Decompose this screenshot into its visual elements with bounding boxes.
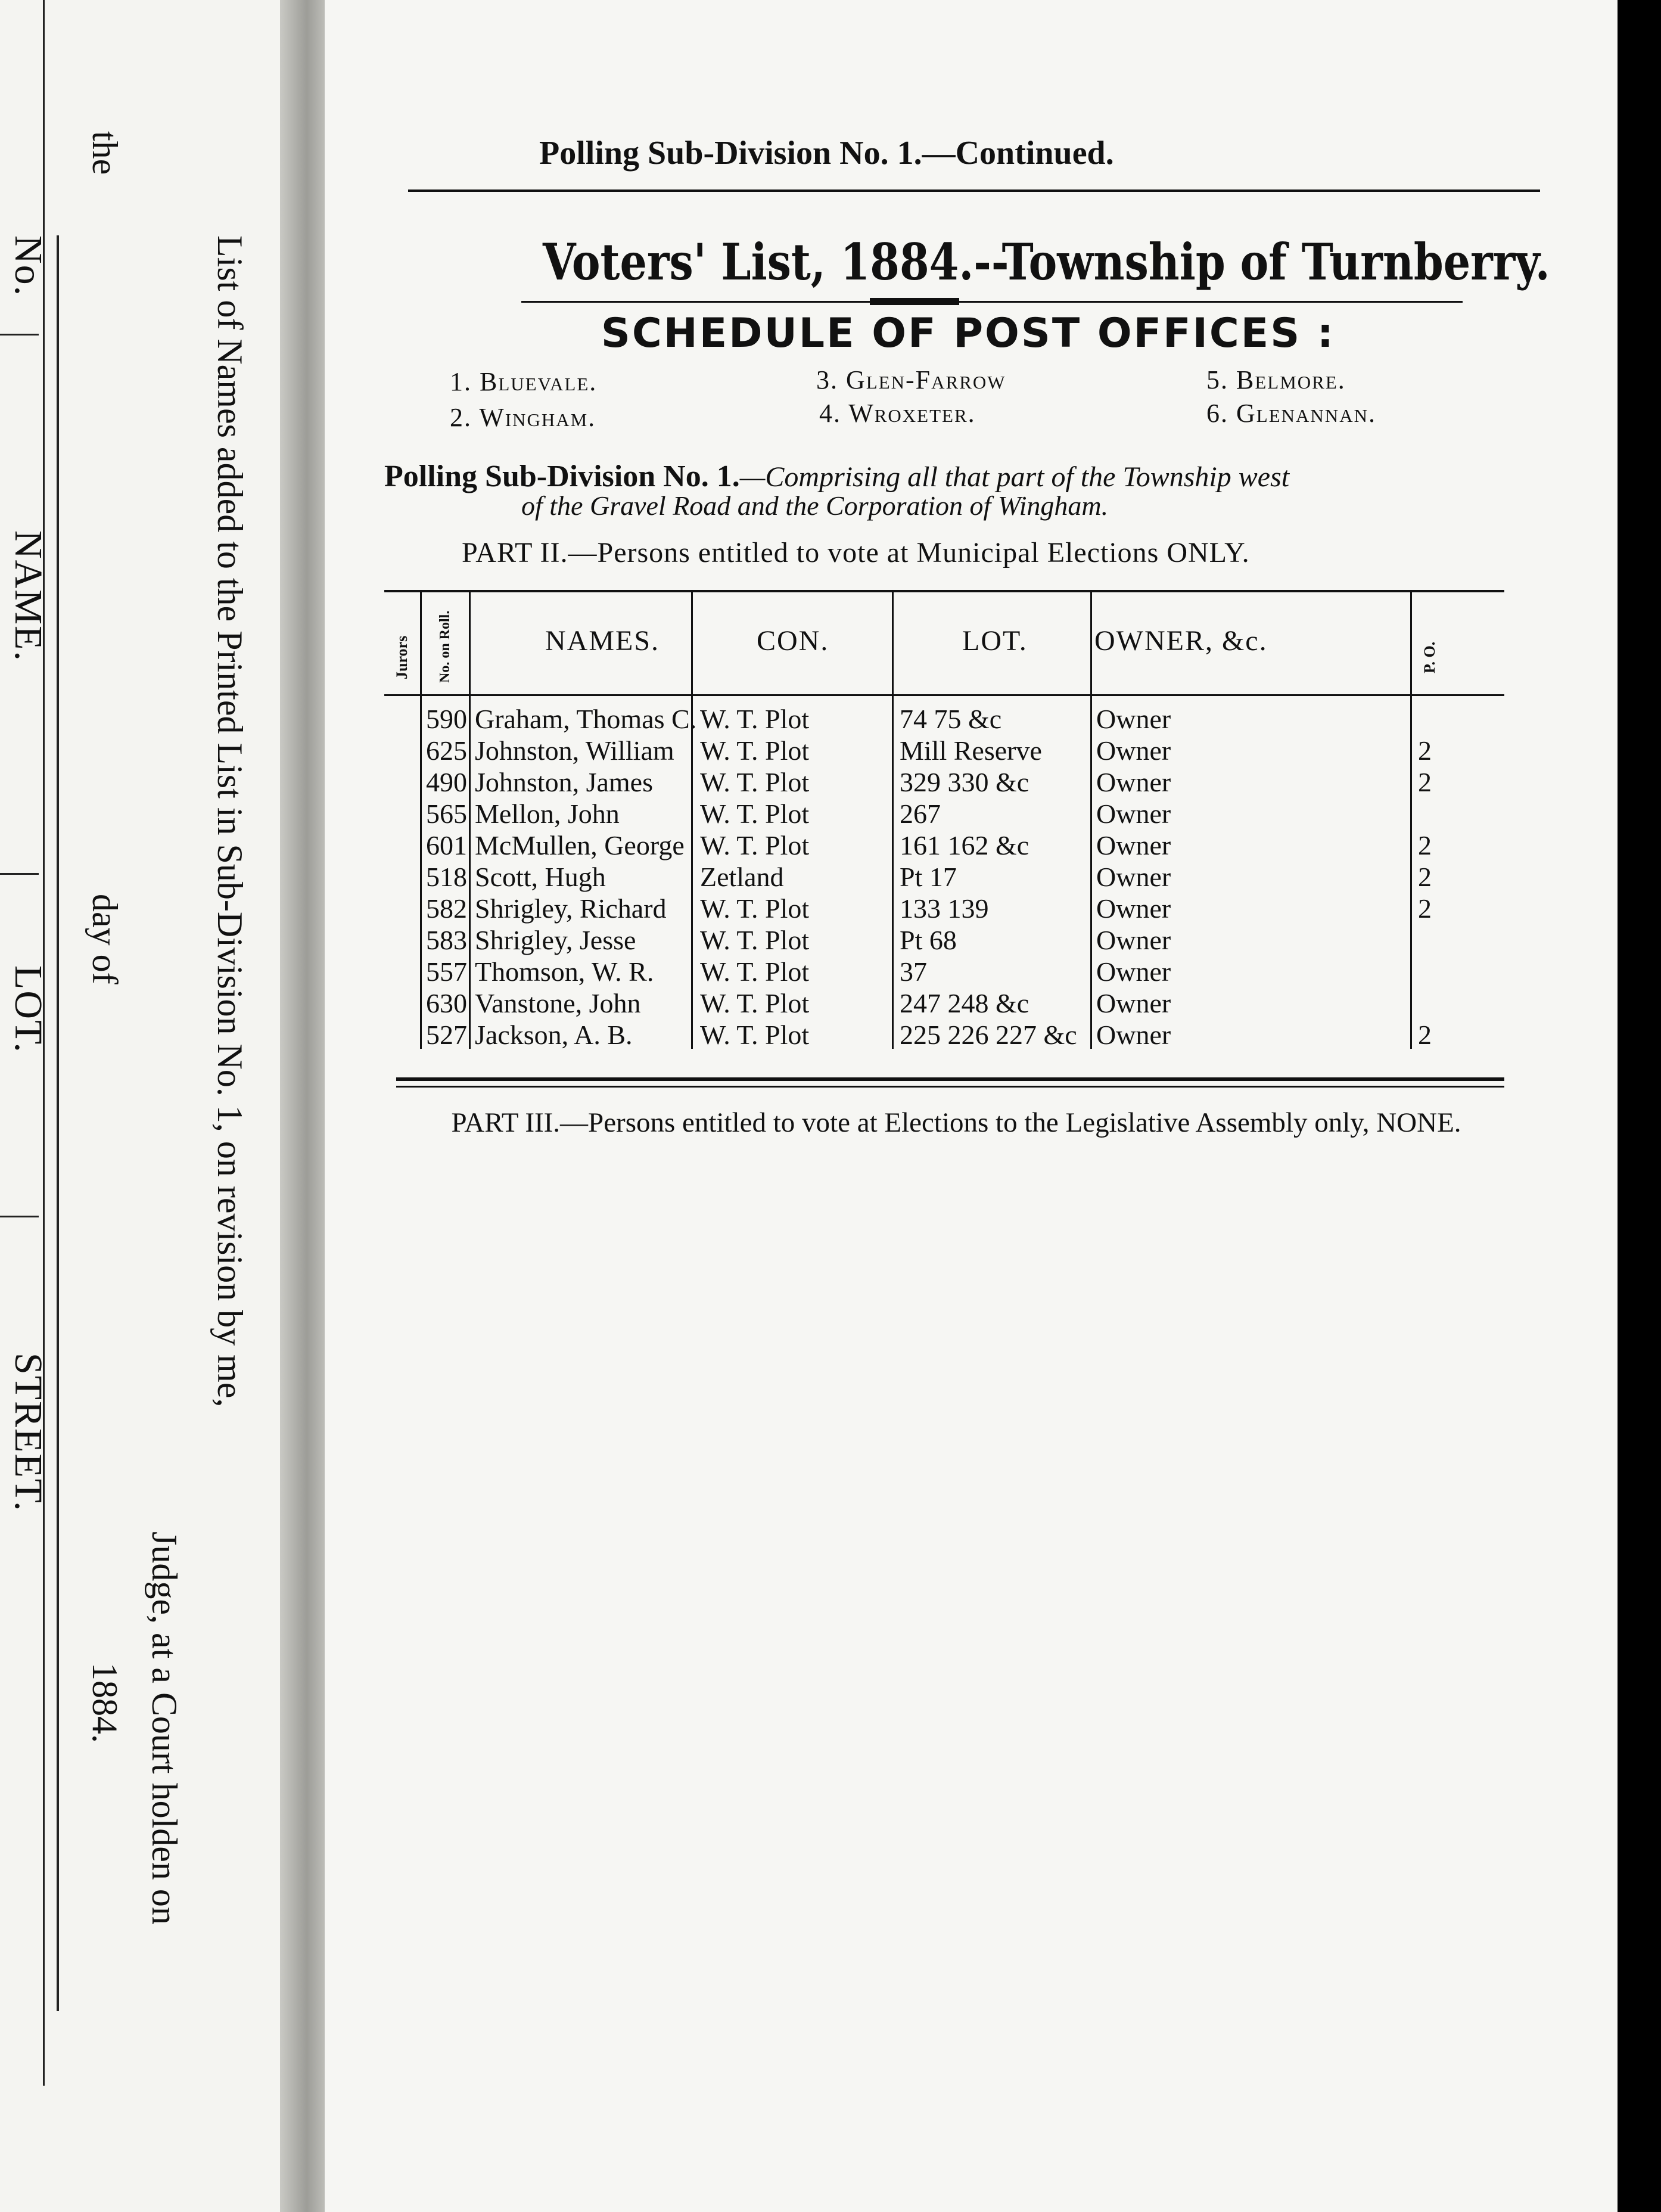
cell-lot: 247 248 &c	[900, 988, 1029, 1018]
cell-po: 2	[1418, 893, 1432, 924]
book-spine	[280, 0, 325, 2212]
col-divider	[892, 590, 894, 1049]
col-divider	[469, 590, 471, 1049]
cell-owner: Owner	[1096, 925, 1171, 955]
left-page-vertical-rule	[57, 235, 59, 2011]
cell-name: Johnston, William	[475, 735, 674, 766]
cell-lot: Pt 68	[900, 925, 957, 955]
cell-con: W. T. Plot	[700, 735, 810, 766]
running-head: Polling Sub-Division No. 1.—Continued.	[539, 135, 1114, 172]
cell-con: Zetland	[700, 862, 784, 892]
cell-lot: Pt 17	[900, 862, 957, 892]
post-office-1: 1. Bluevale.	[450, 367, 598, 396]
left-page-line-4: day of	[85, 894, 125, 984]
header-lot: LOT.	[962, 625, 1028, 657]
cell-po: 2	[1418, 767, 1432, 797]
cell-no: 583	[426, 925, 467, 955]
cell-owner: Owner	[1096, 735, 1171, 766]
cell-con: W. T. Plot	[700, 925, 810, 955]
cell-owner: Owner	[1096, 893, 1171, 924]
cell-owner: Owner	[1096, 988, 1171, 1018]
cell-no: 565	[426, 799, 467, 829]
header-owner: OWNER, &c.	[1094, 625, 1268, 657]
cell-con: W. T. Plot	[700, 1020, 810, 1050]
cell-no: 518	[426, 862, 467, 892]
cell-con: W. T. Plot	[700, 830, 810, 860]
part-3-text: PART III.—Persons entitled to vote at Elections to the Legislative Assembly only, NONE.	[451, 1107, 1461, 1138]
post-office-4: 4. Wroxeter.	[819, 399, 976, 428]
cell-con: W. T. Plot	[700, 704, 810, 734]
cell-no: 601	[426, 830, 467, 860]
cell-lot: 329 330 &c	[900, 767, 1029, 797]
part-2-heading: PART II.—Persons entitled to vote at Municipal Elections ONLY.	[462, 537, 1250, 568]
left-page-line-5: 1884.	[85, 1663, 125, 1743]
left-page-line-1: List of Names added to the Printed List in Sub-Division No. 1, on revision by me,	[210, 235, 250, 1408]
col-divider	[691, 590, 693, 1049]
title-rule-ornament	[870, 298, 959, 305]
cell-name: Mellon, John	[475, 799, 620, 829]
title-rule	[521, 301, 1463, 303]
header-po: P. O.	[1421, 641, 1438, 673]
table-bottom-rule-thin	[396, 1086, 1504, 1088]
cell-owner: Owner	[1096, 767, 1171, 797]
sub-division-desc-1: —Comprising all that part of the Township west	[739, 461, 1290, 493]
cell-no: 630	[426, 988, 467, 1018]
scan-border	[1618, 0, 1661, 2212]
cell-con: W. T. Plot	[700, 767, 810, 797]
voters-table	[384, 590, 1504, 1055]
cell-owner: Owner	[1096, 862, 1171, 892]
col-divider	[1090, 590, 1092, 1049]
cell-name: Johnston, James	[475, 767, 653, 797]
table-header-rule	[384, 694, 1504, 696]
cell-lot: Mill Reserve	[900, 735, 1042, 766]
cell-name: Jackson, A. B.	[475, 1020, 633, 1050]
cell-no: 590	[426, 704, 467, 734]
cell-name: Thomson, W. R.	[475, 956, 654, 987]
cell-po: 2	[1418, 735, 1432, 766]
left-col-divider	[0, 334, 39, 335]
post-office-6: 6. Glenannan.	[1206, 399, 1376, 428]
cell-no: 557	[426, 956, 467, 987]
cell-con: W. T. Plot	[700, 893, 810, 924]
table-top-rule	[384, 590, 1504, 592]
header-con: CON.	[757, 625, 829, 657]
cell-lot: 133 139	[900, 893, 989, 924]
cell-name: McMullen, George	[475, 830, 685, 860]
sub-division-desc-2: of the Gravel Road and the Corporation of Wingham.	[521, 490, 1109, 521]
cell-no: 582	[426, 893, 467, 924]
right-page	[325, 0, 1618, 2212]
cell-con: W. T. Plot	[700, 956, 810, 987]
cell-owner: Owner	[1096, 704, 1171, 734]
cell-owner: Owner	[1096, 830, 1171, 860]
cell-name: Shrigley, Richard	[475, 893, 667, 924]
header-names: NAMES.	[545, 625, 660, 657]
left-page	[0, 0, 280, 2212]
left-col-divider	[0, 873, 39, 875]
cell-no: 625	[426, 735, 467, 766]
cell-lot: 74 75 &c	[900, 704, 1002, 734]
cell-con: W. T. Plot	[700, 799, 810, 829]
left-col-no: No.	[7, 235, 50, 297]
left-page-line-3: the	[85, 131, 125, 175]
left-page-rotated-content	[0, 0, 280, 2086]
left-col-lot: LOT.	[7, 965, 50, 1054]
cell-owner: Owner	[1096, 799, 1171, 829]
page-title: Voters' List, 1884.--Township of Turnberry.	[543, 232, 1550, 291]
sub-division-line-1	[384, 459, 1289, 494]
cell-owner: Owner	[1096, 1020, 1171, 1050]
cell-no: 490	[426, 767, 467, 797]
col-divider	[1410, 590, 1412, 1049]
cell-name: Scott, Hugh	[475, 862, 606, 892]
cell-name: Vanstone, John	[475, 988, 641, 1018]
cell-name: Shrigley, Jesse	[475, 925, 636, 955]
cell-lot: 225 226 227 &c	[900, 1020, 1077, 1050]
post-office-2: 2. Wingham.	[450, 403, 596, 432]
cell-lot: 267	[900, 799, 941, 829]
cell-no: 527	[426, 1020, 467, 1050]
cell-lot: 161 162 &c	[900, 830, 1029, 860]
schedule-heading: SCHEDULE OF POST OFFICES :	[601, 310, 1336, 357]
cell-name: Graham, Thomas C.	[475, 704, 697, 734]
post-office-5: 5. Belmore.	[1206, 365, 1346, 394]
cell-po: 2	[1418, 830, 1432, 860]
col-divider	[420, 590, 422, 1049]
cell-owner: Owner	[1096, 956, 1171, 987]
header-jurors: Jurors	[393, 635, 410, 679]
sub-division-label: Polling Sub-Division No. 1.	[384, 459, 740, 493]
cell-lot: 37	[900, 956, 927, 987]
head-rule	[408, 189, 1540, 192]
header-no-on-roll: No. on Roll.	[437, 610, 453, 683]
left-col-divider	[0, 1216, 39, 1217]
table-bottom-rule-thick	[396, 1077, 1504, 1081]
left-col-name: NAME.	[7, 530, 50, 662]
cell-con: W. T. Plot	[700, 988, 810, 1018]
cell-po: 2	[1418, 862, 1432, 892]
left-page-line-2: Judge, at a Court holden on	[145, 1531, 184, 1925]
post-office-3: 3. Glen-Farrow	[816, 365, 1006, 394]
left-col-street: STREET.	[7, 1353, 50, 1512]
cell-po: 2	[1418, 1020, 1432, 1050]
